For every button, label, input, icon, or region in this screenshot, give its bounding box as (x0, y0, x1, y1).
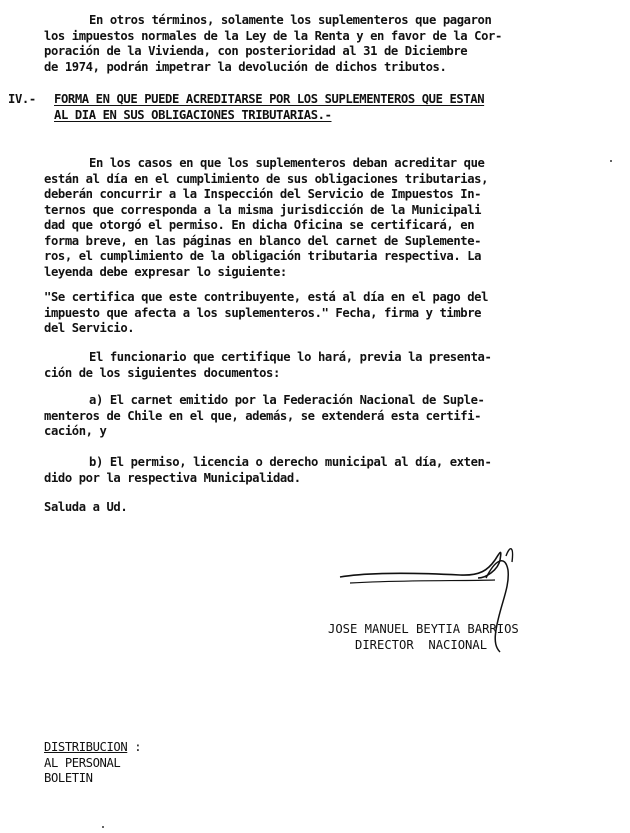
distribution-item: BOLETIN (44, 771, 93, 785)
text-line: cación, y (44, 424, 107, 438)
text-line: están al día en el cumplimiento de sus obligaciones tributarias, (44, 171, 488, 186)
text-line: En otros términos, solamente los suplementeros que pagaron (89, 13, 492, 27)
text-line: "Se certifica que este contribuyente, está al día en el pago del (44, 290, 488, 304)
text-line: b) El permiso, licencia o derecho municipal al día, exten- (89, 455, 492, 469)
text-line: En los casos en que los suplementeros deban acreditar que (89, 156, 485, 170)
section-number: IV.- (8, 92, 36, 106)
signature-block (310, 540, 610, 670)
scan-speck (610, 160, 612, 162)
text-line: El funcionario que certifique lo hará, previa la presenta- (89, 350, 492, 364)
paragraph-intro (44, 13, 624, 75)
text-line: ción de los siguientes documentos: (44, 365, 280, 380)
text-line: leyenda debe expresar lo siguiente: (44, 264, 287, 279)
text-line: dad que otorgó el permiso. En dicha Oficina se certificará, en (44, 218, 475, 232)
distribution-block (44, 740, 141, 787)
scan-speck (102, 826, 104, 828)
signatory-title: DIRECTOR NACIONAL (355, 638, 488, 652)
closing-text: Saluda a Ud. (44, 500, 128, 514)
distribution-item: AL PERSONAL (44, 755, 121, 770)
text-line: los impuestos normales de la Ley de la Renta y en favor de la Cor- (44, 28, 502, 43)
text-line: deberán concurrir a la Inspección del Servicio de Impuestos In- (44, 187, 482, 201)
section-heading (8, 92, 623, 123)
text-line: a) El carnet emitido por la Federación Nacional de Suple- (89, 393, 485, 407)
closing (44, 500, 624, 516)
paragraph-documents (44, 350, 624, 381)
text-line: forma breve, en las páginas en blanco del carnet de Suplemente- (44, 233, 482, 248)
list-item-b (44, 455, 624, 486)
text-line: dido por la respectiva Municipalidad. (44, 470, 301, 485)
text-line: ternos que corresponda a la misma jurisdicción de la Municipali (44, 202, 482, 217)
list-item-a (44, 393, 624, 440)
text-line: poración de la Vivienda, con posterioridad al 31 de Diciembre (44, 44, 468, 58)
text-line: menteros de Chile en el que, además, se extenderá esta certifi- (44, 408, 482, 423)
distribution-colon: : (134, 740, 142, 754)
text-line: impuesto que afecta a los suplementeros." Fecha, firma y timbre (44, 305, 482, 320)
section-title-line1: FORMA EN QUE PUEDE ACREDITARSE POR LOS SUPLEMENTEROS QUE ESTAN (54, 92, 485, 106)
section-title-line2: AL DIA EN SUS OBLIGACIONES TRIBUTARIAS.- (54, 107, 332, 122)
paragraph-procedure (44, 156, 624, 280)
certification-quote (44, 290, 624, 337)
text-line: de 1974, podrán impetrar la devolución de dichos tributos. (44, 59, 447, 74)
signatory-name: JOSE MANUEL BEYTIA BARRIOS (328, 622, 519, 636)
distribution-title: DISTRIBUCION (44, 740, 128, 754)
text-line: del Servicio. (44, 321, 135, 335)
text-line: ros, el cumplimiento de la obligación tributaria respectiva. La (44, 249, 482, 263)
